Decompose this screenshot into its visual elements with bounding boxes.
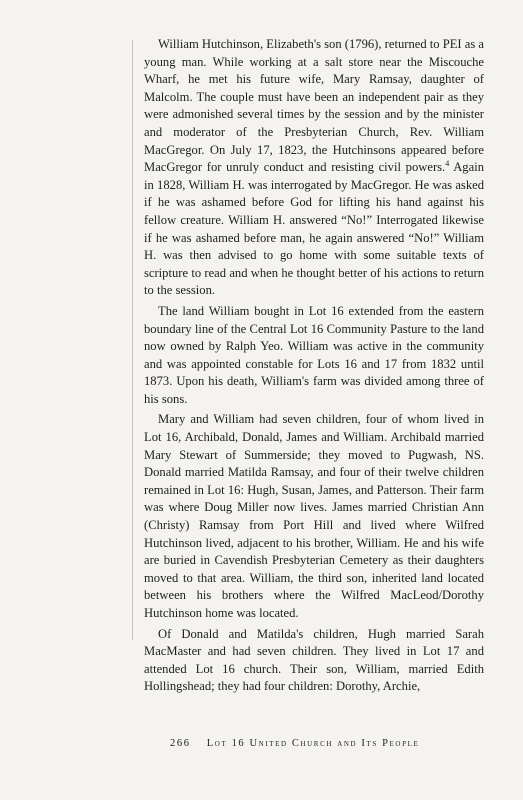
running-title: Lot 16 United Church and Its People (206, 738, 420, 749)
page-gutter-line (132, 40, 133, 640)
page-footer (170, 738, 470, 749)
paragraph-1 (144, 36, 484, 300)
paragraph-3: Mary and William had seven children, four of whom lived in Lot 16, Archibald, Donald, James and William. Archibald married Mary Stewart of Summerside; they moved to Pugwash, NS. Donald married Matilda Ramsay, and four of their twelve children remained in Lot 16: Hugh, Susan, James, and Patterson. Their farm was where Doug Miller now lives. James married Christian Ann (Christy) Ramsay from Port Hill and lived where Wilfred Hutchinson lived, adjacent to his brother, William. He and his wife are buried in Cavendish Presbyterian Cemetery as their daughters moved to that area. William, the third son, inherited land located between his brothers where the Wilfred MacLeod/Dorothy Hutchinson home was located. (144, 412, 484, 620)
body-text (144, 36, 484, 699)
paragraph-1-part-a: William Hutchinson, Elizabeth's son (1796), returned to PEI as a young man. While working at a salt store near the Miscouche Wharf, he met his future wife, Mary Ramsay, daughter of Malcolm. The couple must have been an independent pair as they were admonished several times by the session and by the minister and moderator of the Presbyterian Church, Rev. William MacGregor. On July 17, 1823, the Hutchinsons appeared before MacGregor for unruly conduct and resisting civil powers. (144, 37, 484, 175)
paragraph-2: The land William bought in Lot 16 extended from the eastern boundary line of the Central Lot 16 Community Pasture to the land now owned by Ralph Yeo. William was active in the community and was appointed constable for Lots 16 and 17 from 1832 until 1873. Upon his death, William's farm was divided among three of his sons. (144, 303, 484, 406)
paragraph-1-part-b: Again in 1828, William H. was interrogated by MacGregor. He was asked if he was ashamed before God for lifting his hand against his fellow creature. William H. answered “No!” Interrogated likewise if he was ashamed before man, he again answered “No!” William H. was then advised to go home with some suitable texts of scripture to read and when he thought better of his actions to return to the session. (144, 160, 484, 298)
page-number: 266 (170, 738, 191, 749)
footnote-marker[interactable]: 4 (445, 158, 450, 168)
paragraph-4: Of Donald and Matilda's children, Hugh married Sarah MacMaster and had seven children. They lived in Lot 17 and attended Lot 16 church. Their son, William, married Edith Hollingshead; they had four children: Dorothy, Archie, (144, 626, 484, 694)
